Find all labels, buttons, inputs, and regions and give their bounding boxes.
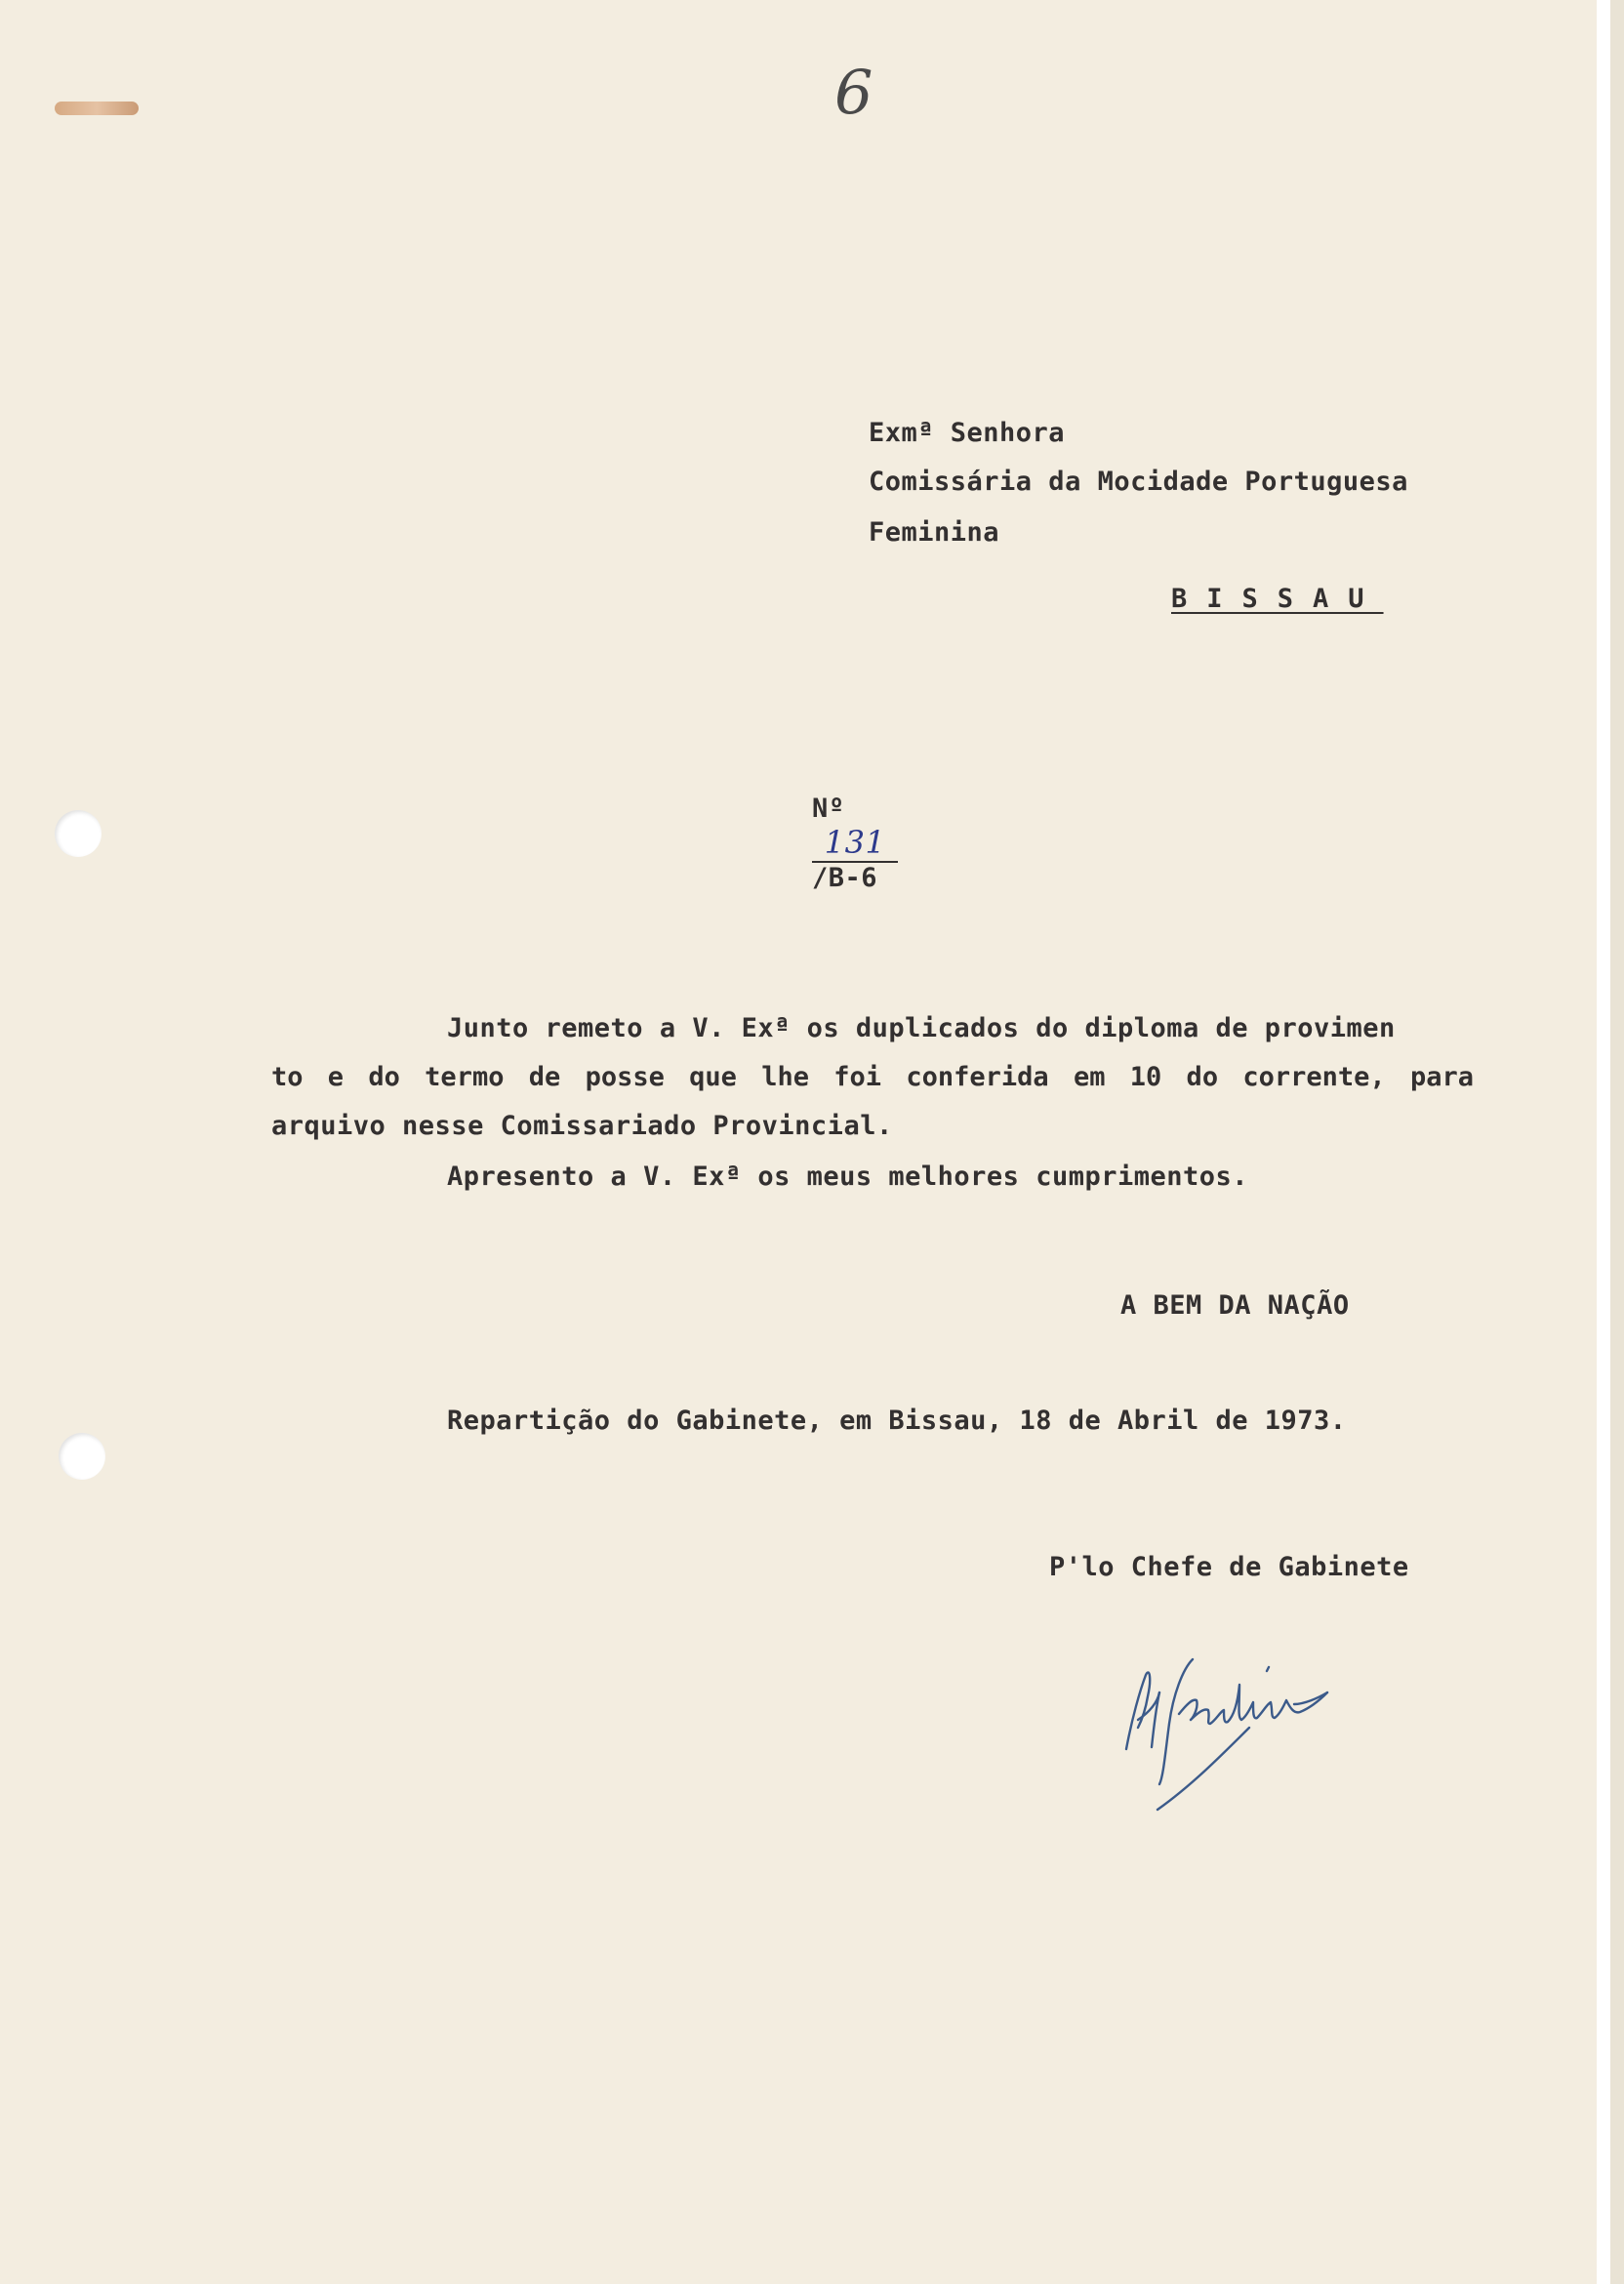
body-line-2: to e do termo de posse que lhe foi conferida em 10 do corrente, para [271, 1062, 1474, 1092]
addressee-city: BISSAU [1171, 584, 1384, 614]
body-line-3: arquivo nesse Comissariado Provincial. [271, 1111, 893, 1141]
signatory-title: P'lo Chefe de Gabinete [1049, 1552, 1409, 1582]
reference-number [747, 763, 898, 923]
reference-suffix: /B-6 [812, 863, 878, 893]
reference-number-value: 131 [824, 824, 886, 861]
closing-formula: A BEM DA NAÇÃO [1120, 1290, 1350, 1321]
addressee-salutation: Exmª Senhora [869, 418, 1066, 448]
page-number: 6 [834, 57, 873, 128]
body-line-4: Apresento a V. Exª os meus melhores cumprimentos. [447, 1162, 1249, 1192]
body-line-1: Junto remeto a V. Exª os duplicados do diploma de provimen [447, 1013, 1396, 1043]
addressee-title: Comissária da Mocidade Portuguesa [869, 467, 1408, 497]
reference-handwritten-number [812, 824, 898, 863]
punch-hole-bottom [59, 1433, 105, 1480]
page-edge [1597, 0, 1610, 2284]
punch-hole-top [55, 810, 102, 857]
signature [1103, 1611, 1396, 1835]
place-date: Repartição do Gabinete, em Bissau, 18 de Abril de 1973. [447, 1406, 1347, 1436]
addressee-title-cont: Feminina [869, 517, 1000, 548]
staple-rust-mark [55, 102, 139, 115]
reference-prefix: Nº [812, 794, 845, 824]
